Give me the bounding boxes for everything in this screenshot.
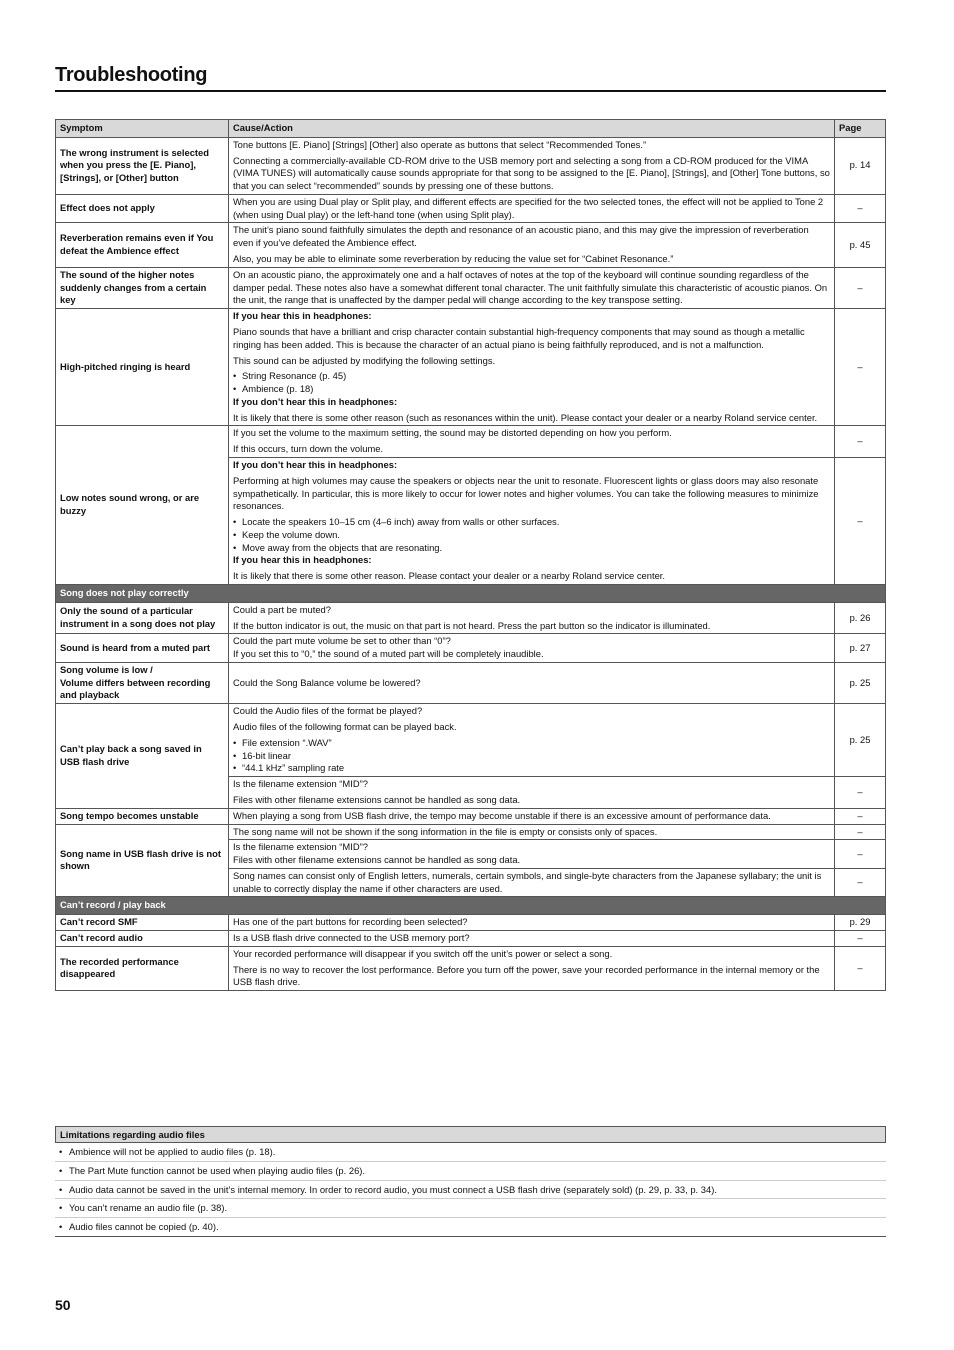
cause-text: When you are using Dual play or Split play, and different effects are specified for the two selected tones, the effect will not be applied to Tone 2 (when using Dual play) or the left-hand tone (when using Split play). bbox=[233, 195, 824, 220]
cause-cell bbox=[229, 634, 835, 663]
page-ref: – bbox=[835, 824, 886, 840]
cause-cell bbox=[229, 808, 835, 824]
symptom-cell: Can’t record SMF bbox=[56, 915, 229, 931]
list-item: • Keep the volume down. bbox=[233, 529, 830, 542]
symptom-cell: Can’t play back a song saved in USB flash drive bbox=[56, 704, 229, 808]
page-ref: p. 25 bbox=[835, 662, 886, 703]
page-ref: – bbox=[835, 930, 886, 946]
page-ref: p. 14 bbox=[835, 137, 886, 194]
cause-text: Also, you may be able to eliminate some reverberation by reducing the value set for “Cabinet Resonance.” bbox=[233, 253, 674, 265]
cause-text: Files with other filename extensions cannot be handled as song data. bbox=[233, 854, 521, 866]
list-item: • String Resonance (p. 45) bbox=[233, 370, 830, 383]
cause-cell bbox=[229, 194, 835, 223]
table-row bbox=[56, 137, 886, 194]
cause-text: Song names can consist only of English letters, numerals, certain symbols, and single-byte characters from the Japanese syllabary; the unit is unable to correctly display the name if other characters are used. bbox=[233, 869, 822, 894]
table-row bbox=[56, 223, 886, 267]
symptom-cell: The recorded performance disappeared bbox=[56, 946, 229, 990]
cause-text: Is the filename extension “MID”? bbox=[233, 778, 368, 790]
symptom-cell: The sound of the higher notes suddenly changes from a certain key bbox=[56, 267, 229, 308]
cause-cell bbox=[229, 426, 835, 458]
list-item: • Ambience (p. 18) bbox=[233, 383, 830, 396]
cause-cell bbox=[229, 223, 835, 267]
cause-subheading: If you hear this in headphones: bbox=[233, 554, 372, 566]
table-row bbox=[56, 915, 886, 931]
page-ref: p. 29 bbox=[835, 915, 886, 931]
cause-text: If this occurs, turn down the volume. bbox=[233, 443, 384, 455]
page-ref: p. 45 bbox=[835, 223, 886, 267]
page-ref: – bbox=[835, 426, 886, 458]
table-header-row bbox=[56, 120, 886, 138]
symptom-line: Volume differs between recording and playback bbox=[60, 676, 211, 701]
cause-cell bbox=[229, 662, 835, 703]
cause-cell bbox=[229, 457, 835, 584]
symptom-cell: High-pitched ringing is heard bbox=[56, 309, 229, 426]
symptom-cell: Low notes sound wrong, or are buzzy bbox=[56, 426, 229, 585]
limitations-box bbox=[55, 1126, 886, 1237]
cause-subheading: If you don’t hear this in headphones: bbox=[233, 395, 398, 407]
table-row bbox=[56, 426, 886, 458]
troubleshooting-table bbox=[55, 119, 886, 991]
cause-cell bbox=[229, 309, 835, 426]
cause-text: Is the filename extension “MID”? bbox=[233, 841, 368, 853]
cause-cell bbox=[229, 840, 835, 869]
symptom-cell: Song tempo becomes unstable bbox=[56, 808, 229, 824]
cause-text: Connecting a commercially-available CD-ROM drive to the USB memory port and selecting a song from a CD-ROM produced for the VIMA (VIMA TUNES) will automatically cause sounds appropriate for that song to be assigned to the [E. Piano], [Strings], and [Other] Tone buttons, so that you can select “recommended” sounds by pressing one of these buttons. bbox=[233, 154, 830, 192]
title-divider bbox=[55, 90, 886, 92]
symptom-cell: Only the sound of a particular instrument in a song does not play bbox=[56, 602, 229, 634]
table-row bbox=[56, 704, 886, 777]
page-ref: – bbox=[835, 194, 886, 223]
list-item: • You can’t rename an audio file (p. 38). bbox=[55, 1199, 886, 1218]
cause-text: If you set this to “0,” the sound of a muted part will be completely inaudible. bbox=[233, 648, 544, 660]
page-ref: – bbox=[835, 946, 886, 990]
cause-text: This sound can be adjusted by modifying the following settings. bbox=[233, 354, 496, 366]
symptom-cell bbox=[56, 662, 229, 703]
cause-cell bbox=[229, 946, 835, 990]
list-item: • Audio data cannot be saved in the unit’s internal memory. In order to record audio, you must connect a USB flash drive (separately sold) (p. 29, p. 33, p. 34). bbox=[55, 1181, 886, 1200]
symptom-cell: The wrong instrument is selected when you press the [E. Piano], [Strings], or [Other] button bbox=[56, 137, 229, 194]
header-page: Page bbox=[835, 120, 886, 138]
cause-text: Piano sounds that have a brilliant and crisp character contain substantial high-frequency components that may sound as though a metallic ringing has been added. This is because the character of an actual piano is being faithfully reproduced, and is not a malfunction. bbox=[233, 325, 805, 350]
symptom-cell: Reverberation remains even if You defeat the Ambience effect bbox=[56, 223, 229, 267]
cause-bullets bbox=[233, 737, 830, 775]
cause-cell bbox=[229, 267, 835, 308]
page-ref: p. 27 bbox=[835, 634, 886, 663]
cause-text: The unit’s piano sound faithfully simulates the depth and resonance of an acoustic piano, and this may give the impression of reverberation even if you’ve defeated the Ambience effect. bbox=[233, 224, 809, 249]
header-cause: Cause/Action bbox=[229, 120, 835, 138]
cause-cell bbox=[229, 824, 835, 840]
list-item: • The Part Mute function cannot be used when playing audio files (p. 26). bbox=[55, 1162, 886, 1181]
cause-subheading: If you don’t hear this in headphones: bbox=[233, 458, 398, 470]
page-number: 50 bbox=[55, 1297, 71, 1313]
page-ref: – bbox=[835, 840, 886, 869]
list-item: • Ambience will not be applied to audio files (p. 18). bbox=[55, 1143, 886, 1162]
page-ref: p. 25 bbox=[835, 704, 886, 777]
table-row bbox=[56, 602, 886, 634]
cause-cell bbox=[229, 602, 835, 634]
header-symptom: Symptom bbox=[56, 120, 229, 138]
symptom-line: Song volume is low / bbox=[60, 663, 153, 675]
cause-cell bbox=[229, 915, 835, 931]
cause-text: Could a part be muted? bbox=[233, 603, 331, 615]
page-ref: – bbox=[835, 777, 886, 809]
section-row bbox=[56, 897, 886, 915]
cause-text: The song name will not be shown if the song information in the file is empty or consists only of spaces. bbox=[233, 825, 658, 837]
cause-text: Files with other filename extensions cannot be handled as song data. bbox=[233, 793, 521, 805]
list-item: • 16-bit linear bbox=[233, 750, 830, 763]
cause-text: It is likely that there is some other reason. Please contact your dealer or a nearby Roland service center. bbox=[233, 570, 665, 582]
list-item: • “44.1 kHz” sampling rate bbox=[233, 762, 830, 775]
list-item: • Audio files cannot be copied (p. 40). bbox=[55, 1218, 886, 1237]
cause-text: On an acoustic piano, the approximately one and a half octaves of notes at the top of the keyboard will continue sounding regardless of the damper pedal. These notes also have a somewhat different tonal character. The unit faithfully simulate this characteristic of acoustic pianos. On the unit, the range that is unaffected by the damper pedal will change according to the key transpose setting. bbox=[233, 268, 828, 306]
cause-bullets bbox=[233, 370, 830, 396]
list-item: • Move away from the objects that are resonating. bbox=[233, 542, 830, 555]
table-row bbox=[56, 930, 886, 946]
cause-text: It is likely that there is some other reason (such as resonances within the unit). Please contact your dealer or a nearby Roland service center. bbox=[233, 411, 818, 423]
cause-bullets bbox=[233, 516, 830, 554]
table-row bbox=[56, 309, 886, 426]
limitations-header: Limitations regarding audio files bbox=[55, 1126, 886, 1143]
table-row bbox=[56, 194, 886, 223]
page-title: Troubleshooting bbox=[55, 64, 208, 86]
symptom-cell: Can’t record audio bbox=[56, 930, 229, 946]
page-ref: – bbox=[835, 267, 886, 308]
cause-cell bbox=[229, 137, 835, 194]
cause-cell bbox=[229, 704, 835, 777]
table-row bbox=[56, 946, 886, 990]
table-row bbox=[56, 662, 886, 703]
section-title: Can’t record / play back bbox=[56, 897, 886, 915]
cause-text: Could the Song Balance volume be lowered? bbox=[233, 676, 421, 688]
symptom-cell: Song name in USB flash drive is not shown bbox=[56, 824, 229, 897]
section-title: Song does not play correctly bbox=[56, 585, 886, 603]
page-ref: – bbox=[835, 457, 886, 584]
cause-subheading: If you hear this in headphones: bbox=[233, 310, 372, 322]
cause-text: If the button indicator is out, the music on that part is not heard. Press the part button so the indicator is illuminated. bbox=[233, 619, 711, 631]
table-row bbox=[56, 634, 886, 663]
cause-text: Your recorded performance will disappear if you switch off the unit’s power or select a song. bbox=[233, 947, 613, 959]
cause-text: If you set the volume to the maximum setting, the sound may be distorted depending on how you perform. bbox=[233, 427, 672, 439]
table-row bbox=[56, 267, 886, 308]
cause-text: Performing at high volumes may cause the speakers or objects near the unit to resonate. Fluorescent lights or glass doors may also resonate sympathetically. In particular, this is more likely to occur for lower notes and higher volumes. You can take the following measures to minimize resonances. bbox=[233, 474, 819, 512]
cause-text: When playing a song from USB flash drive, the tempo may become unstable if there is an excessive amount of performance data. bbox=[233, 809, 771, 821]
symptom-cell: Sound is heard from a muted part bbox=[56, 634, 229, 663]
cause-text: Could the part mute volume be set to other than “0”? bbox=[233, 635, 451, 647]
section-row bbox=[56, 585, 886, 603]
cause-cell bbox=[229, 868, 835, 897]
page-ref: – bbox=[835, 309, 886, 426]
list-item: • Locate the speakers 10–15 cm (4–6 inch) away from walls or other surfaces. bbox=[233, 516, 830, 529]
cause-text: Is a USB flash drive connected to the USB memory port? bbox=[233, 931, 470, 943]
cause-text: Tone buttons [E. Piano] [Strings] [Other] also operate as buttons that select “Recommended Tones.” bbox=[233, 138, 647, 150]
cause-text: Could the Audio files of the format be played? bbox=[233, 705, 423, 717]
cause-cell bbox=[229, 930, 835, 946]
page-ref: – bbox=[835, 868, 886, 897]
table-row bbox=[56, 824, 886, 840]
list-item: • File extension “.WAV” bbox=[233, 737, 830, 750]
cause-text: There is no way to recover the lost performance. Before you turn off the power, save your recorded performance in the internal memory or the USB flash drive. bbox=[233, 963, 820, 988]
page-ref: – bbox=[835, 808, 886, 824]
table-row bbox=[56, 808, 886, 824]
cause-text: Has one of the part buttons for recording been selected? bbox=[233, 916, 468, 928]
symptom-cell: Effect does not apply bbox=[56, 194, 229, 223]
cause-text: Audio files of the following format can be played back. bbox=[233, 721, 457, 733]
page-ref: p. 26 bbox=[835, 602, 886, 634]
cause-cell bbox=[229, 777, 835, 809]
limitations-list bbox=[55, 1143, 886, 1237]
